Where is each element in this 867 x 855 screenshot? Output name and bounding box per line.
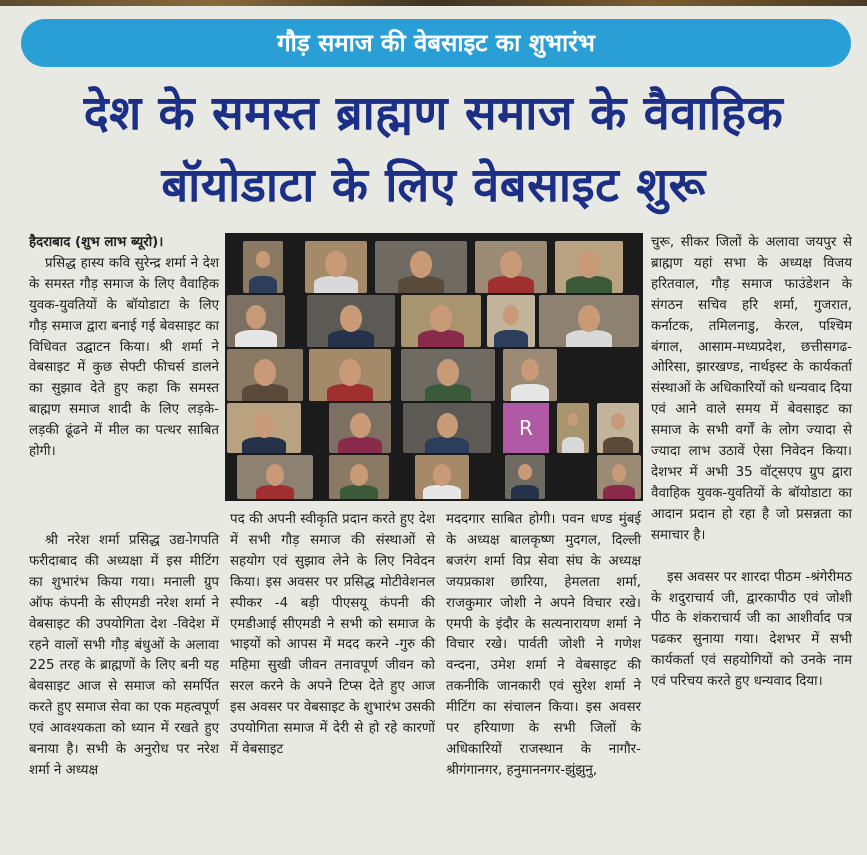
participant-face bbox=[568, 413, 579, 426]
article-column-4 bbox=[651, 233, 852, 693]
participant-video-tile bbox=[227, 403, 301, 453]
article-column-1 bbox=[29, 233, 219, 463]
participant-face bbox=[325, 251, 346, 276]
participant-shirt bbox=[511, 485, 540, 499]
participant-face bbox=[518, 464, 532, 480]
participant-video-tile bbox=[375, 241, 467, 293]
participant-shirt bbox=[494, 330, 528, 347]
participant-face bbox=[612, 464, 627, 482]
participant-shirt bbox=[235, 330, 276, 347]
article-paragraph: चुरू, सीकर जिलों के अलावा जयपुर से ब्राह्मण यहां सभा के अध्यक्ष विजय हरितवाल, गौड़ समाज फाउंडेशन के संगठन सचिव हरि शर्मा, गुजरात, कर्नाटक, तमिलनाडु, केरल, पश्चिम बंगाल, आसाम-मध्यप्रदेश, छत्तीसगढ-ओरिसा, झारखण्ड, नार्थइस्ट के कार्यकर्ता संस्थाओं के अधिकारियों को धन्यवाद दिया एवं आने वाले समय में बेवसाइट का समाज के सभी वर्गों के लोग ज्यादा से ज्यादा लाभ उठावें ऐसा निवेदन किया। देशभर में अभी 35 वॉट्सएप ग्रुप द्वारा वैवाहिक युवक-युवतियों के बॉयोडाटा का आदान प्रदान हो रहा है जो प्रसन्नता का समाचार है। bbox=[651, 235, 852, 543]
participant-shirt bbox=[338, 437, 382, 453]
participant-shirt bbox=[423, 485, 462, 499]
participant-face bbox=[500, 251, 522, 277]
participant-video-tile bbox=[555, 241, 623, 293]
participant-face bbox=[350, 413, 371, 438]
participant-shirt bbox=[249, 276, 278, 293]
participant-shirt bbox=[562, 437, 585, 453]
article-paragraph: श्री नरेश शर्मा प्रसिद्ध उद्य-ोगपति फरीदाबाद की अध्यक्षा में इस मीटिंग का शुभारंभ किया गया। मनाली ग्रुप ऑफ कंपनी के सीएमडी नरेश शर्मा ने वेबसाइट की उपयोगिता देश -विदेश में रहने वालों सभी गौड़ बंधुओं के अलावा 225 तरह के ब्राह्मणों के लिए बनी यह बेवसाइट आज से समाज को समर्पित करते हुए समाज सेवा का एक महत्वपूर्ण एवं आवश्यकता को ध्यान में रखते हुए बनाया है। सभी के अनुरोध पर नरेश शर्मा ने अध्यक्ष bbox=[29, 533, 219, 778]
participant-shirt bbox=[242, 384, 288, 401]
participant-video-tile bbox=[227, 349, 303, 401]
participant-face bbox=[430, 305, 452, 331]
participant-video-tile bbox=[227, 295, 285, 347]
participant-video-tile bbox=[557, 403, 589, 453]
participant-video-tile bbox=[237, 455, 313, 499]
participant-video-tile bbox=[415, 455, 469, 499]
participant-face bbox=[521, 359, 539, 381]
participant-shirt bbox=[425, 384, 471, 401]
participant-shirt bbox=[398, 276, 444, 293]
participant-video-tile bbox=[401, 295, 481, 347]
participant-video-tile bbox=[503, 349, 557, 401]
participant-video-tile bbox=[305, 241, 367, 293]
participant-video-tile bbox=[309, 349, 391, 401]
participant-video-tile bbox=[307, 295, 395, 347]
participant-face bbox=[254, 359, 276, 385]
participant-face bbox=[339, 359, 361, 385]
participant-face bbox=[266, 464, 284, 486]
participant-shirt bbox=[328, 330, 374, 347]
participant-face bbox=[437, 413, 458, 438]
headline-line-1: देश के समस्त ब्राह्मण समाज के वैवाहिक bbox=[83, 86, 784, 141]
participant-face bbox=[254, 413, 275, 438]
article-column-2 bbox=[230, 510, 435, 761]
participant-shirt bbox=[488, 276, 534, 293]
participant-shirt bbox=[425, 437, 469, 453]
participant-shirt bbox=[566, 276, 612, 293]
participant-face bbox=[437, 359, 459, 385]
participant-shirt bbox=[603, 485, 634, 499]
article-paragraph: मददगार साबित होगी। पवन धण्ड मुंबई के अध्यक्ष बालकृष्ण मुदगल, दिल्ली बजरंग शर्मा विप्र सेवा संघ के अध्यक्ष जयप्रकाश छारिया, हेमलता शर्मा, राजकुमार जोशी ने अपने विचार रखे। एमपी के इंदौर के सत्यनारायण शर्मा ने विचार रखे। पार्वती जोशी ने गणेश वन्दना, उमेश शर्मा ने वेबसाइट की तकनीकि जानकारी एवं सुरेश शर्मा ने मीटिंग का संचालन किया। इस अवसर पर हरियाणा के सभी जिलों के अधिकारियों राजस्थान के नागौर-श्रीगंगानगर, हनुमाननगर-झुंझुनु, bbox=[446, 512, 641, 778]
participant-shirt bbox=[314, 276, 358, 293]
participant-video-tile bbox=[597, 403, 639, 453]
participant-face bbox=[340, 305, 362, 331]
video-meeting-photo bbox=[225, 233, 643, 501]
participant-video-tile bbox=[475, 241, 547, 293]
participant-face bbox=[246, 305, 266, 329]
article-paragraph: इस अवसर पर शारदा पीठम -श्रंगेरीमठ के शदुराचार्य जी, द्वारकापीठ एवं जोशी पीठ के शंकराचार्य जी का आशीर्वाद पत्र पढकर सुनाया गया। देशभर में सभी कार्यकर्ता एवं सहयोगियों को उनके नाम एवं परिचय करते हुए धन्यवाद दिया। bbox=[651, 569, 852, 690]
participant-video-tile bbox=[329, 403, 391, 453]
participant-shirt bbox=[566, 330, 612, 347]
participant-video-tile bbox=[403, 403, 491, 453]
dateline: हैदराबाद (शुभ लाभ ब्यूरो)। bbox=[29, 235, 164, 250]
participant-face bbox=[410, 251, 432, 277]
participant-face bbox=[503, 305, 519, 325]
participant-video-tile bbox=[487, 295, 535, 347]
participant-video-tile bbox=[401, 349, 495, 401]
participant-face bbox=[578, 305, 600, 331]
participant-face bbox=[350, 464, 368, 486]
participant-face bbox=[578, 251, 600, 277]
participant-face bbox=[611, 413, 625, 430]
participant-shirt bbox=[511, 384, 550, 401]
participant-video-tile bbox=[243, 241, 283, 293]
participant-initial-avatar: R bbox=[503, 403, 549, 453]
participant-face bbox=[433, 464, 451, 486]
top-photo-strip bbox=[0, 0, 867, 6]
participant-video-tile bbox=[505, 455, 545, 499]
participant-face bbox=[256, 251, 270, 267]
participant-shirt bbox=[603, 437, 633, 453]
article-paragraph: पद की अपनी स्वीकृति प्रदान करते हुए देश में सभी गौड़ समाज की संस्थाओं से सहयोग एवं सुझाव लेने के लिए निवेदन किया। इस अवसर पर प्रसिद्ध मोटीवेशनल स्पीकर -4 बड़ी पीएसयू कंपनी की एमडीआई सीएमडी ने सभी को समाज के भाइयों को आपस में मदद करने -गुरु की महिमा सुखी जीवन तनावपूर्ण जीवन को सरल करने के अपने टिप्स देते हुए आज इस अवसर पर वेबसाइट के शुभारंभ उसकी उपयोगिता समाज में देरी से हो रहे कारणों में वेबसाइट bbox=[230, 512, 435, 757]
participant-video-tile bbox=[539, 295, 639, 347]
headline-line-2: बॉयोडाटा के लिए वेबसाइट शुरू bbox=[161, 158, 706, 213]
section-banner: गौड़ समाज की वेबसाइट का शुभारंभ bbox=[21, 19, 851, 67]
article-column-1-continued bbox=[29, 531, 219, 782]
participant-video-tile bbox=[597, 455, 641, 499]
participant-video-tile bbox=[329, 455, 389, 499]
participant-shirt bbox=[327, 384, 373, 401]
participant-shirt bbox=[242, 437, 286, 453]
article-column-3 bbox=[446, 510, 641, 782]
participant-shirt bbox=[256, 485, 295, 499]
participant-shirt bbox=[418, 330, 464, 347]
participant-shirt bbox=[340, 485, 379, 499]
article-paragraph: प्रसिद्ध हास्य कवि सुरेन्द्र शर्मा ने देश के समस्त गौड़ समाज के लिए वैवाहिक युवक-युवतियों के बॉयोडाटा के लिए गौड़ समाज द्वारा बनाई गई बेवसाइट का विधिवत उद्घाटन किया। श्री शर्मा ने वेबसाइट में कुछ सेफ्टी फीचर्स डालने का सुझाव देते हुए कहा कि समस्त बाह्मण समाज शादी के लिए लड़के-लड़की ढूंढने में मील का पत्थर साबित होगी। bbox=[29, 255, 219, 460]
